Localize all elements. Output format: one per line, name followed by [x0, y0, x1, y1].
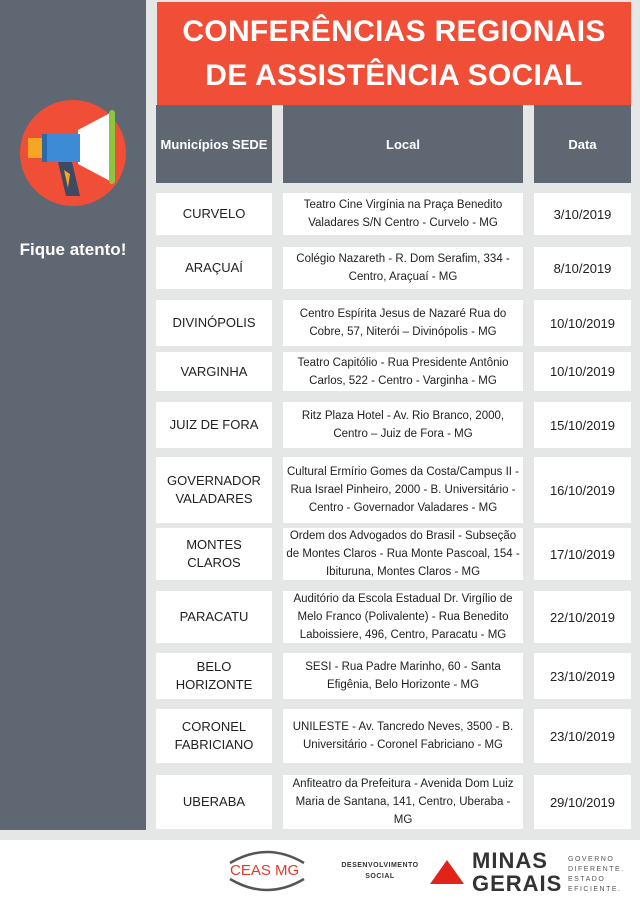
desenvolvimento-text: DESENVOLVIMENTO SOCIAL [341, 862, 419, 880]
row-date: 17/10/2019 [534, 528, 631, 580]
ceas-text: CEAS MG [230, 862, 300, 879]
row-city: JUIZ DE FORA [156, 402, 272, 448]
row-date: 16/10/2019 [534, 457, 631, 523]
row-local: Teatro Cine Virgínia na Praça Benedito Valadares S/N Centro - Curvelo - MG [283, 193, 523, 235]
megaphone-icon [20, 100, 126, 206]
row-date: 8/10/2019 [534, 247, 631, 289]
row-local: Auditório da Escola Estadual Dr. Virgílio de Melo Franco (Polivalente) - Rua Benedito Laboissiere, 496, Centro, Paracatu - MG [283, 591, 523, 643]
row-city: CORONEL FABRICIANO [156, 709, 272, 763]
row-local: SESI - Rua Padre Marinho, 60 - Santa Efigênia, Belo Horizonte - MG [283, 653, 523, 699]
row-city: CURVELO [156, 193, 272, 235]
row-local: Ritz Plaza Hotel - Av. Rio Branco, 2000, Centro – Juiz de Fora - MG [283, 402, 523, 448]
row-city: VARGINHA [156, 352, 272, 391]
row-date: 22/10/2019 [534, 591, 631, 643]
row-local: UNILESTE - Av. Tancredo Neves, 3500 - B. Universitário - Coronel Fabriciano - MG [283, 709, 523, 763]
row-local: Centro Espírita Jesus de Nazaré Rua do Cobre, 57, Niterói – Divinópolis - MG [283, 300, 523, 346]
row-local: Cultural Ermírio Gomes da Costa/Campus II - Rua Israel Pinheiro, 2000 - B. Universitário - Centro - Governador Valadares - MG [283, 457, 523, 523]
row-city: UBERABA [156, 775, 272, 829]
row-city: ARAÇUAÍ [156, 247, 272, 289]
row-city: GOVERNADOR VALADARES [156, 457, 272, 523]
row-date: 15/10/2019 [534, 402, 631, 448]
header-city: Municípios SEDE [156, 105, 272, 183]
minas-triangle-icon [430, 860, 464, 884]
row-city: DIVINÓPOLIS [156, 300, 272, 346]
minas-gerais-text: MINAS GERAIS [472, 848, 563, 896]
row-local: Anfiteatro da Prefeitura - Avenida Dom Luiz Maria de Santana, 141, Centro, Uberaba - MG [283, 775, 523, 829]
row-local: Colégio Nazareth - R. Dom Serafim, 334 - Centro, Araçuaí - MG [283, 247, 523, 289]
row-city: BELO HORIZONTE [156, 653, 272, 699]
row-city: PARACATU [156, 591, 272, 643]
header-local: Local [283, 105, 523, 183]
row-date: 10/10/2019 [534, 352, 631, 391]
row-local: Teatro Capitólio - Rua Presidente Antônio Carlos, 522 - Centro - Varginha - MG [283, 352, 523, 391]
row-date: 3/10/2019 [534, 193, 631, 235]
row-date: 10/10/2019 [534, 300, 631, 346]
notice-text: Fique atento! [19, 240, 127, 259]
page-title: CONFERÊNCIAS REGIONAIS DE ASSISTÊNCIA SOCIAL [157, 2, 631, 105]
header-date: Data [534, 105, 631, 183]
row-date: 29/10/2019 [534, 775, 631, 829]
row-date: 23/10/2019 [534, 709, 631, 763]
governo-text: GOVERNO DIFERENTE. ESTADO EFICIENTE. [568, 856, 625, 893]
row-date: 23/10/2019 [534, 653, 631, 699]
row-city: MONTES CLAROS [156, 528, 272, 580]
row-local: Ordem dos Advogados do Brasil - Subseção de Montes Claros - Rua Monte Pascoal, 154 - Ibituruna, Montes Claros - MG [283, 528, 523, 580]
